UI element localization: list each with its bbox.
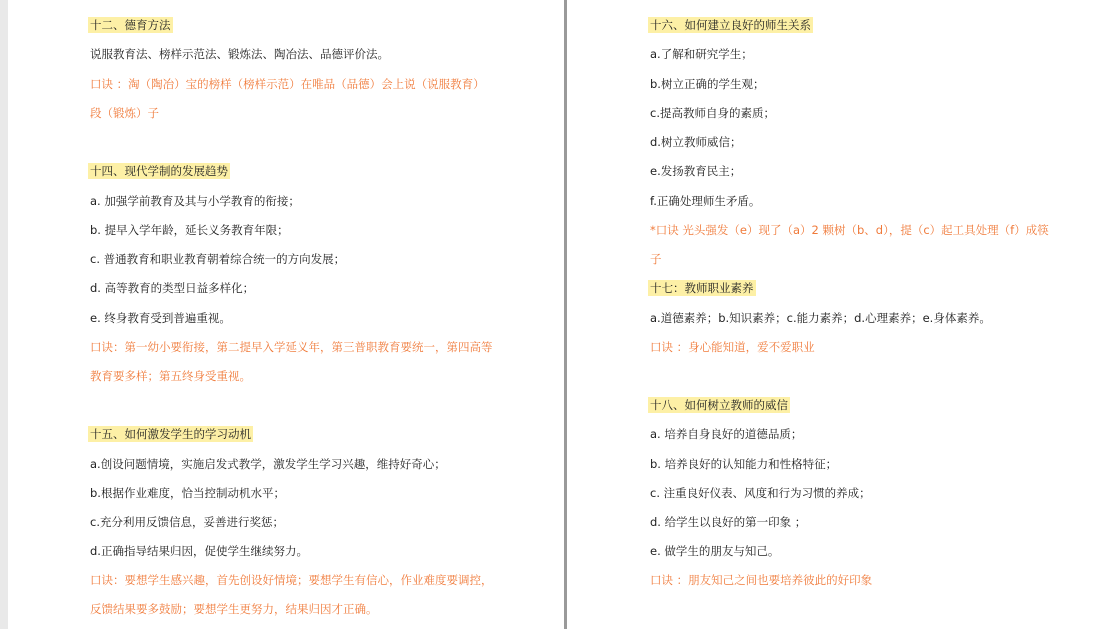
list-item: a. 加强学前教育及其与小学教育的衔接； (90, 194, 300, 208)
list-item: e. 终身教育受到普遍重视。 (90, 311, 231, 325)
left-page (8, 0, 564, 629)
list-item: c.提高教师自身的素质； (650, 106, 775, 120)
mnemonic-line: 反馈结果要多鼓励；要想学生更努力，结果归因才正确。 (90, 602, 378, 616)
list-item: b. 培养良好的认知能力和性格特征； (650, 457, 838, 471)
section-heading: 十六、如何建立良好的师生关系 (650, 18, 811, 32)
list-item: a. 培养自身良好的道德品质； (650, 427, 803, 441)
mnemonic-line: 段（锻炼）子 (90, 106, 159, 120)
mnemonic-line: 口诀：要想学生感兴趣，首先创设好情境；要想学生有信心，作业难度要调控， (90, 573, 493, 587)
list-item: b.树立正确的学生观； (650, 77, 765, 91)
mnemonic-line: 口诀 ：淘（陶冶）宝的榜样（榜样示范）在唯品（品德）会上说（说服教育） (90, 77, 485, 91)
list-item: c. 注重良好仪表、风度和行为习惯的养成； (650, 486, 871, 500)
mnemonic-line: 口诀 ：朋友知己之间也要培养彼此的好印象 (650, 573, 873, 587)
section-heading: 十八、如何树立教师的威信 (650, 398, 788, 412)
section-heading: 十七：教师职业素养 (650, 281, 754, 295)
list-item: d.树立教师威信； (650, 135, 742, 149)
list-item: e. 做学生的朋友与知己。 (650, 544, 780, 558)
list-item: d. 给学生以良好的第一印象 ； (650, 515, 807, 529)
right-page (567, 0, 1116, 629)
mnemonic-line: 子 (650, 252, 662, 266)
section-body: 说服教育法、榜样示范法、锻炼法、陶冶法、品德评价法。 (90, 47, 389, 61)
mnemonic-line: *口诀 光头强发（e）现了（a）2 颗树（b、d），提（c）起工具处理（f）成筷 (650, 223, 1049, 237)
list-item: d.正确指导结果归因，促使学生继续努力。 (90, 544, 308, 558)
list-item: b. 提早入学年龄，延长义务教育年限； (90, 223, 289, 237)
list-item: d. 高等教育的类型日益多样化； (90, 281, 255, 295)
mnemonic-line: 口诀 ：身心能知道，爱不爱职业 (650, 340, 815, 354)
section-heading: 十四、现代学制的发展趋势 (90, 164, 228, 178)
section-heading: 十二、德育方法 (90, 18, 171, 32)
list-item: c.充分利用反馈信息，妥善进行奖惩； (90, 515, 284, 529)
list-item: e.发扬教育民主； (650, 164, 742, 178)
list-item: a.了解和研究学生； (650, 47, 753, 61)
section-body: a.道德素养；b.知识素养；c.能力素养；d.心理素养；e.身体素养。 (650, 311, 991, 325)
mnemonic-line: 教育要多样；第五终身受重视。 (90, 369, 251, 383)
list-item: a.创设问题情境，实施启发式教学，激发学生学习兴趣，维持好奇心； (90, 457, 446, 471)
mnemonic-line: 口诀：第一幼小要衔接，第二提早入学延义年，第三普职教育要统一，第四高等 (90, 340, 493, 354)
section-heading: 十五、如何激发学生的学习动机 (90, 427, 251, 441)
list-item: c. 普通教育和职业教育朝着综合统一的方向发展； (90, 252, 346, 266)
list-item: f.正确处理师生矛盾。 (650, 194, 761, 208)
list-item: b.根据作业难度，恰当控制动机水平； (90, 486, 285, 500)
